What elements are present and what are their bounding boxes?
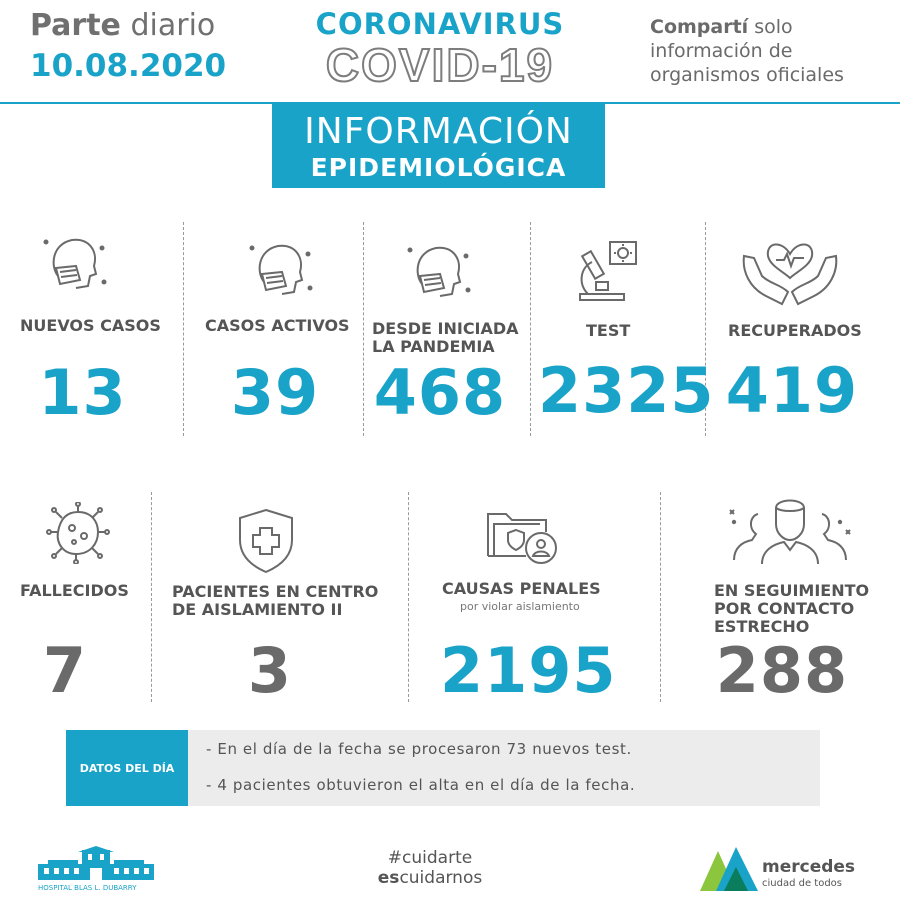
mercedes-mountains-icon <box>700 845 760 891</box>
share-notice: Compartí solo información de organismos oficiales <box>650 16 844 86</box>
covid-label: COVID-19 <box>325 39 555 91</box>
stat-label-seguimiento: EN SEGUIMIENTO POR CONTACTO ESTRECHO <box>714 581 870 636</box>
stat-sublabel-causas-penales: por violar aislamiento <box>460 600 580 613</box>
divider <box>408 492 409 702</box>
divider <box>660 492 661 702</box>
datos-del-dia-content <box>188 730 820 806</box>
divider <box>363 222 364 436</box>
masked-face-icon <box>40 228 110 298</box>
datos-line-2: - 4 pacientes obtuvieron el alta en el día de la fecha. <box>206 776 636 794</box>
stat-value-causas-penales: 2195 <box>440 634 617 707</box>
stat-value-recuperados: 419 <box>725 354 859 427</box>
stat-label-recuperados: RECUPERADOS <box>728 321 862 340</box>
stat-value-desde-pandemia: 468 <box>373 356 507 429</box>
stat-value-centro-aislamiento: 3 <box>247 634 293 707</box>
mercedes-logo: mercedes ciudad de todos <box>700 845 880 895</box>
hospital-name: HOSPITAL BLAS L. DUBARRY <box>38 884 137 892</box>
stat-label-centro-aislamiento: PACIENTES EN CENTRO DE AISLAMIENTO II <box>172 582 379 619</box>
divider <box>151 492 152 702</box>
masked-face-icon <box>404 236 474 306</box>
hospital-logo <box>38 846 158 894</box>
stat-value-seguimiento: 288 <box>715 634 849 707</box>
datos-del-dia-label: DATOS DEL DÍA <box>66 730 188 806</box>
folder-user-icon <box>486 506 560 566</box>
datos-line-1: - En el día de la fecha se procesaron 73 nuevos test. <box>206 740 632 758</box>
stat-value-fallecidos: 7 <box>42 634 88 707</box>
divider <box>183 222 184 436</box>
people-contact-icon <box>728 494 852 566</box>
stat-label-nuevos-casos: NUEVOS CASOS <box>20 316 161 335</box>
stat-label-fallecidos: FALLECIDOS <box>20 581 129 600</box>
stat-value-test: 2325 <box>538 354 715 427</box>
divider <box>530 222 531 436</box>
stat-label-test: TEST <box>586 321 631 340</box>
virus-icon <box>46 502 110 564</box>
stat-value-casos-activos: 39 <box>230 356 320 429</box>
stat-label-casos-activos: CASOS ACTIVOS <box>205 316 350 335</box>
section-banner: INFORMACIÓN EPIDEMIOLÓGICA <box>272 104 605 188</box>
hashtag: #cuidarte escuidarnos <box>377 848 483 888</box>
coronavirus-label: CORONAVIRUS <box>315 7 565 41</box>
report-date: 10.08.2020 <box>30 48 227 84</box>
hospital-building-icon <box>38 846 154 882</box>
stat-label-desde-pandemia: DESDE INICIADA LA PANDEMIA <box>372 319 519 356</box>
covid-title <box>300 8 580 90</box>
stat-label-causas-penales: CAUSAS PENALES <box>442 579 601 598</box>
masked-face-icon <box>246 234 316 304</box>
shield-cross-icon <box>238 508 294 574</box>
report-title <box>30 8 226 84</box>
stat-value-nuevos-casos: 13 <box>38 356 127 429</box>
hands-heart-icon <box>740 232 840 308</box>
report-title-text: Parte diario <box>30 8 216 43</box>
microscope-icon <box>570 238 640 304</box>
